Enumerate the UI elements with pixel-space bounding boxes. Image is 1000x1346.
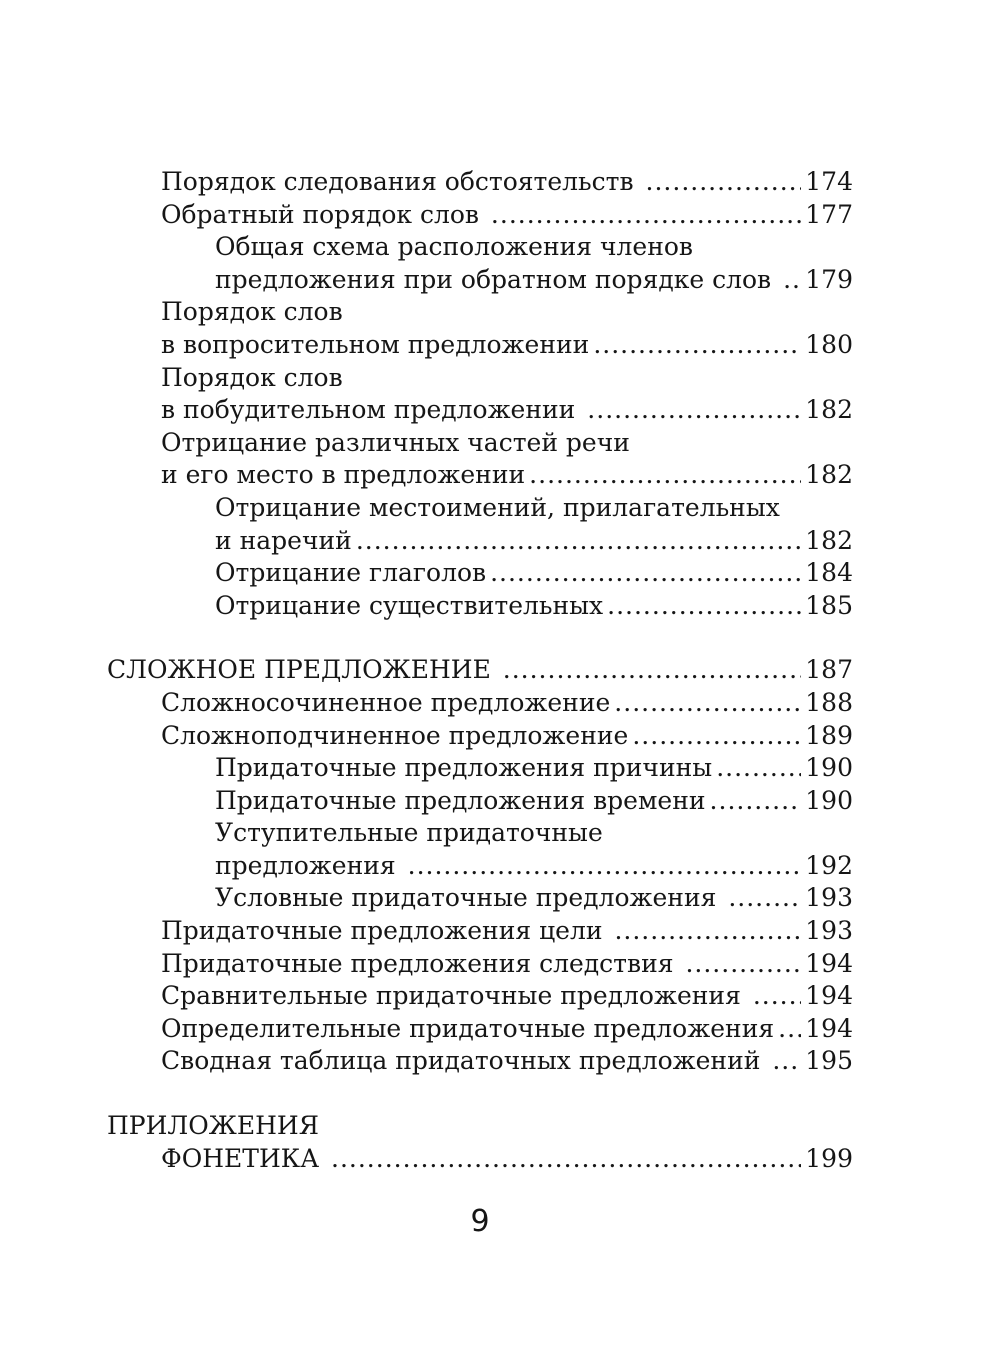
toc-page-number: 182 <box>805 395 853 425</box>
dot-leader <box>728 882 801 915</box>
toc-line <box>107 1110 1000 1143</box>
toc-title: Придаточные предложения причины <box>215 753 713 783</box>
dot-leader <box>490 557 801 590</box>
toc-title: Сравнительные придаточные предложения <box>161 981 749 1011</box>
toc-page-number: 180 <box>805 329 853 359</box>
dot-leader <box>356 525 801 558</box>
toc-title: Отрицание местоимений, прилагательных <box>215 492 780 522</box>
toc-title: Отрицание различных частей речи <box>161 427 630 457</box>
toc-title: предложения <box>215 850 404 880</box>
dot-leader <box>503 654 802 687</box>
toc-page-number: 184 <box>805 558 853 588</box>
toc-page-number: 188 <box>805 687 853 717</box>
toc-line <box>161 427 1000 460</box>
toc-title: Сводная таблица придаточных предложений <box>161 1046 769 1076</box>
toc-page-number: 189 <box>805 720 853 750</box>
toc-line <box>161 915 1000 948</box>
toc-line <box>161 329 1000 362</box>
toc-title: Обратный порядок слов <box>161 199 487 229</box>
toc-page-number: 182 <box>805 525 853 555</box>
toc-title: Уступительные придаточные <box>215 818 603 848</box>
toc-line <box>215 264 1000 297</box>
toc-title: и наречий <box>215 525 352 555</box>
section-gap <box>0 622 1000 654</box>
toc-line <box>215 231 1000 264</box>
toc-line <box>161 296 1000 329</box>
toc-page-number: 194 <box>805 948 853 978</box>
toc-line <box>161 687 1000 720</box>
toc-line <box>161 980 1000 1013</box>
toc-line <box>161 1013 1000 1046</box>
toc-line <box>215 785 1000 818</box>
dot-leader <box>753 980 801 1013</box>
toc-title: Общая схема расположения членов <box>215 232 693 262</box>
toc-title: в вопросительном предложении <box>161 329 590 359</box>
toc-page-number: 182 <box>805 460 853 490</box>
toc-line <box>215 492 1000 525</box>
toc-line <box>215 752 1000 785</box>
toc-title: Сложноподчиненное предложение <box>161 720 629 750</box>
toc-line <box>161 1143 1000 1176</box>
dot-leader <box>408 850 802 883</box>
toc-line <box>161 166 1000 199</box>
toc-line <box>215 817 1000 850</box>
toc-page-number: 190 <box>805 753 853 783</box>
toc-line <box>161 948 1000 981</box>
dot-leader <box>529 459 801 492</box>
toc-title: Условные придаточные предложения <box>215 883 725 913</box>
dot-leader <box>710 785 802 818</box>
dot-leader <box>614 687 801 720</box>
toc-line <box>161 720 1000 753</box>
toc-title: предложения при обратном порядке слов <box>215 264 780 294</box>
toc-title: ФОНЕТИКА <box>161 1143 328 1173</box>
dot-leader <box>632 720 801 753</box>
page-number: 9 <box>470 1204 490 1239</box>
toc-line <box>161 362 1000 395</box>
dot-leader <box>716 752 801 785</box>
dot-leader <box>587 394 801 427</box>
toc-page-number: 179 <box>805 264 853 294</box>
toc-line <box>215 882 1000 915</box>
dot-leader <box>331 1143 801 1176</box>
toc-title: Придаточные предложения следствия <box>161 948 682 978</box>
toc-title: и его место в предложении <box>161 460 526 490</box>
toc-page-number: 194 <box>805 981 853 1011</box>
toc-title: Придаточные предложения цели <box>161 916 611 946</box>
toc-page-number: 174 <box>805 167 853 196</box>
toc-title: Порядок следования обстоятельств <box>161 167 642 196</box>
dot-leader <box>607 590 801 623</box>
toc-title: Порядок слов <box>161 297 343 327</box>
section-gap <box>0 1078 1000 1110</box>
toc-title: ПРИЛОЖЕНИЯ <box>107 1111 319 1141</box>
toc-line <box>215 525 1000 558</box>
toc-line <box>107 654 1000 687</box>
toc-title: Придаточные предложения времени <box>215 785 706 815</box>
toc-page-number: 190 <box>805 785 853 815</box>
toc-line <box>215 557 1000 590</box>
toc-line <box>215 590 1000 623</box>
dot-leader <box>646 166 802 199</box>
toc-line <box>161 394 1000 427</box>
toc-title: Определительные придаточные предложения <box>161 1013 775 1043</box>
toc-title: Отрицание глаголов <box>215 558 487 588</box>
toc-page-number: 187 <box>805 655 853 685</box>
dot-leader <box>783 264 801 297</box>
dot-leader <box>778 1013 801 1046</box>
toc-title: Порядок слов <box>161 362 343 392</box>
dot-leader <box>593 329 801 362</box>
table-of-contents <box>0 166 1000 1175</box>
toc-line <box>161 1045 1000 1078</box>
toc-page-number: 195 <box>805 1046 853 1076</box>
toc-page-number: 199 <box>805 1143 853 1173</box>
toc-page-number: 193 <box>805 916 853 946</box>
toc-line <box>161 459 1000 492</box>
toc-title: в побудительном предложении <box>161 395 584 425</box>
dot-leader <box>685 948 801 981</box>
toc-title: Отрицание существительных <box>215 590 604 620</box>
toc-line <box>161 199 1000 232</box>
toc-page-number: 185 <box>805 590 853 620</box>
toc-page-number: 177 <box>805 199 853 229</box>
toc-page-number: 193 <box>805 883 853 913</box>
toc-title: СЛОЖНОЕ ПРЕДЛОЖЕНИЕ <box>107 655 499 685</box>
toc-line <box>215 850 1000 883</box>
toc-page-number: 194 <box>805 1013 853 1043</box>
dot-leader <box>772 1045 801 1078</box>
toc-page-number: 192 <box>805 850 853 880</box>
toc-title: Сложносочиненное предложение <box>161 687 611 717</box>
dot-leader <box>491 199 801 232</box>
dot-leader <box>614 915 801 948</box>
